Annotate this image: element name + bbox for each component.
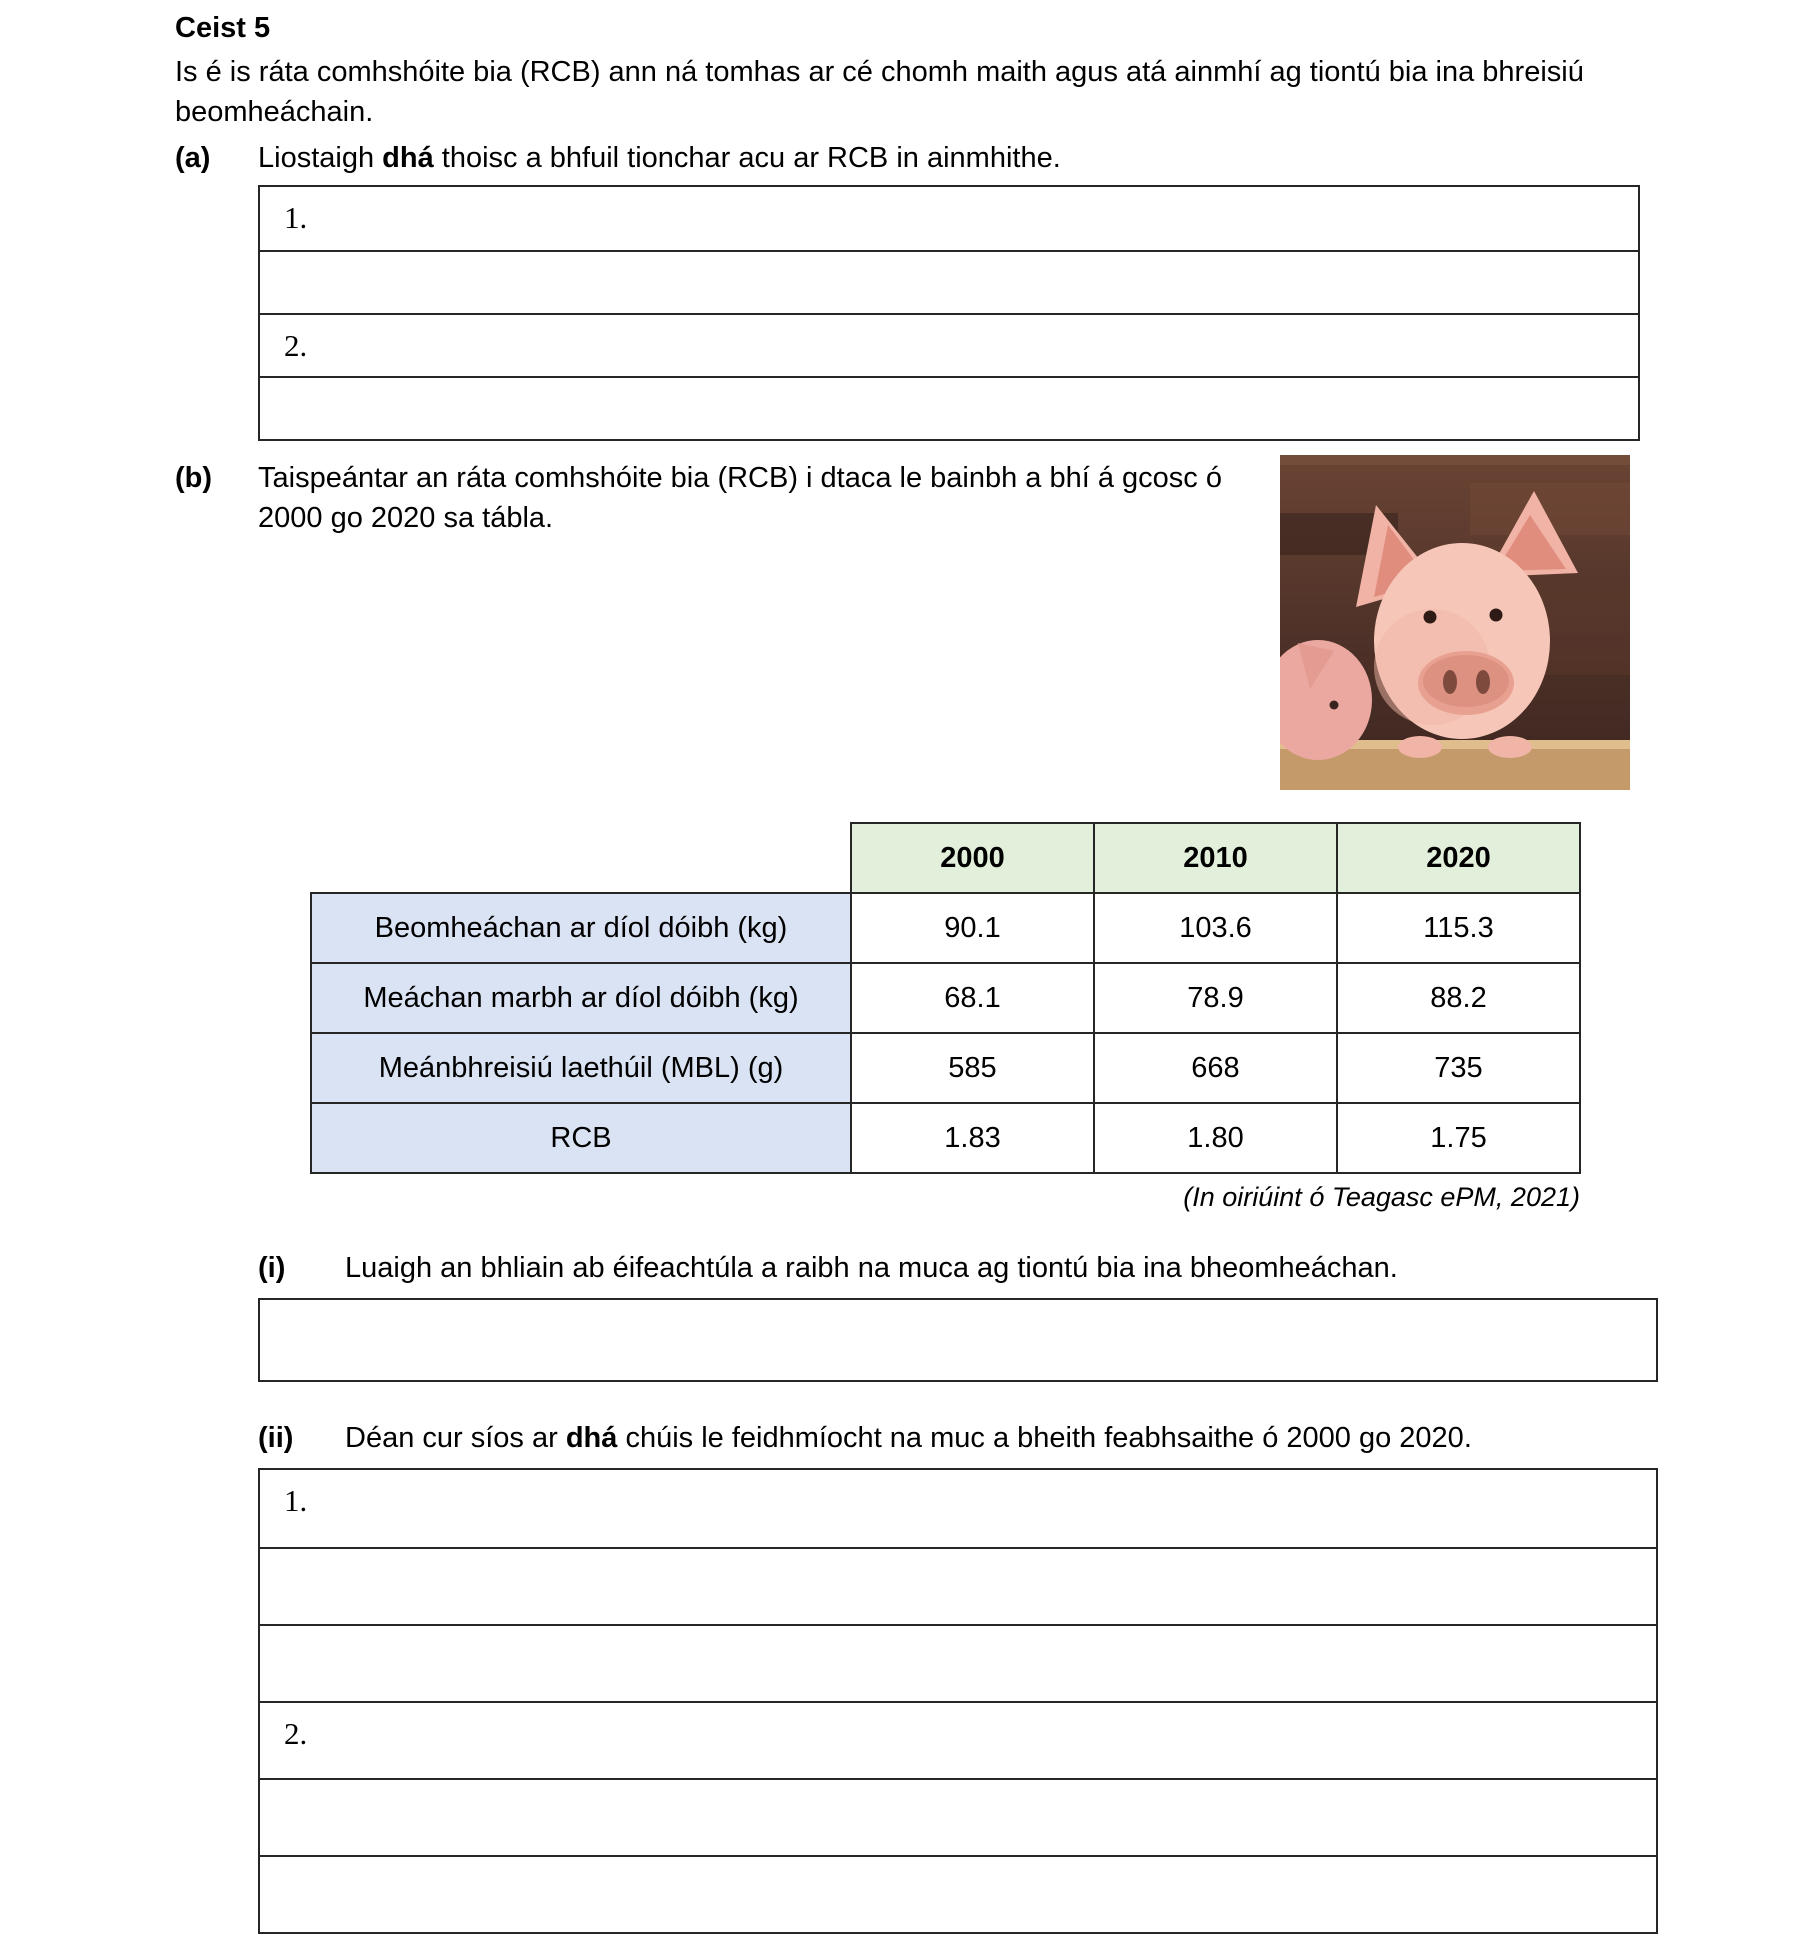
fcr-table	[310, 822, 1581, 1174]
answer-row	[260, 187, 1638, 250]
table-value-cell: 103.6	[1094, 893, 1337, 963]
answer-row	[260, 376, 1638, 439]
part-b-prompt: Taispeántar an ráta comhshóite bia (RCB) i dtaca le bainbh a bhí á gcosc ó 2000 go 2020 sa tábla.	[258, 462, 1222, 535]
table-value-cell: 90.1	[851, 893, 1094, 963]
table-row	[311, 1033, 1580, 1103]
answer-row	[260, 1778, 1656, 1855]
answer-row	[260, 313, 1638, 376]
part-b-label: (b)	[175, 462, 213, 494]
table-value-cell: 78.9	[1094, 963, 1337, 1033]
answer-number-label: 2.	[284, 1716, 308, 1751]
part-a-prompt-post: thoisc a bhfuil tionchar acu ar RCB in ainmhithe.	[433, 142, 1061, 174]
part-i-prompt: Luaigh an bhliain ab éifeachtúla a raibh na muca ag tiontú bia ina bheomheáchan.	[345, 1252, 1398, 1284]
answer-row	[260, 250, 1638, 313]
answer-box-ii	[258, 1468, 1658, 1934]
part-a-prompt-bold: dhá	[382, 142, 434, 174]
answer-row	[260, 1701, 1656, 1778]
table-row-label: Meánbhreisiú laethúil (MBL) (g)	[311, 1033, 851, 1103]
table-value-cell: 585	[851, 1033, 1094, 1103]
table-row-label: Meáchan marbh ar díol dóibh (kg)	[311, 963, 851, 1033]
answer-row	[260, 1855, 1656, 1932]
intro-text: Is é is ráta comhshóite bia (RCB) ann ná tomhas ar cé chomh maith agus atá ainmhí ag tiontú bia ina bhreisiú beomheáchain.	[175, 56, 1584, 129]
pig-illustration	[1280, 455, 1630, 790]
part-ii-prompt-pre: Déan cur síos ar	[345, 1422, 566, 1454]
table-row	[311, 963, 1580, 1033]
part-a-prompt	[258, 138, 1638, 178]
table-year-header: 2020	[1337, 823, 1580, 893]
part-ii-prompt-post: chúis le feidhmíocht na muc a bheith feabhsaithe ó 2000 go 2020.	[617, 1422, 1472, 1454]
table-value-cell: 668	[1094, 1033, 1337, 1103]
answer-row	[260, 1547, 1656, 1624]
part-ii-prompt-bold: dhá	[565, 1422, 618, 1454]
question-title: Ceist 5	[175, 12, 271, 44]
answer-number-label: 1.	[284, 200, 308, 235]
table-row	[311, 893, 1580, 963]
table-value-cell: 1.80	[1094, 1103, 1337, 1173]
answer-number-label: 1.	[284, 1483, 308, 1518]
table-row-label: Beomheáchan ar díol dóibh (kg)	[311, 893, 851, 963]
table-value-cell: 735	[1337, 1033, 1580, 1103]
table-year-header: 2000	[851, 823, 1094, 893]
part-ii-prompt	[345, 1418, 1675, 1458]
table-corner-cell	[311, 823, 851, 893]
table-header-row	[311, 823, 1580, 893]
part-ii-label: (ii)	[258, 1422, 294, 1454]
table-value-cell: 68.1	[851, 963, 1094, 1033]
part-a-label: (a)	[175, 142, 211, 174]
table-value-cell: 115.3	[1337, 893, 1580, 963]
table-row	[311, 1103, 1580, 1173]
table-value-cell: 1.83	[851, 1103, 1094, 1173]
answer-box-a	[258, 185, 1640, 441]
table-value-cell: 1.75	[1337, 1103, 1580, 1173]
part-a-prompt-pre: Liostaigh	[258, 142, 383, 174]
pig-photo	[1280, 455, 1630, 790]
answer-number-label: 2.	[284, 328, 308, 363]
answer-box-i	[258, 1298, 1658, 1382]
table-source-note: (In oiriúint ó Teagasc ePM, 2021)	[1183, 1182, 1580, 1212]
part-i-label: (i)	[258, 1252, 286, 1284]
answer-row	[260, 1470, 1656, 1547]
answer-row	[260, 1624, 1656, 1701]
table-value-cell: 88.2	[1337, 963, 1580, 1033]
table-year-header: 2010	[1094, 823, 1337, 893]
table-row-label: RCB	[311, 1103, 851, 1173]
